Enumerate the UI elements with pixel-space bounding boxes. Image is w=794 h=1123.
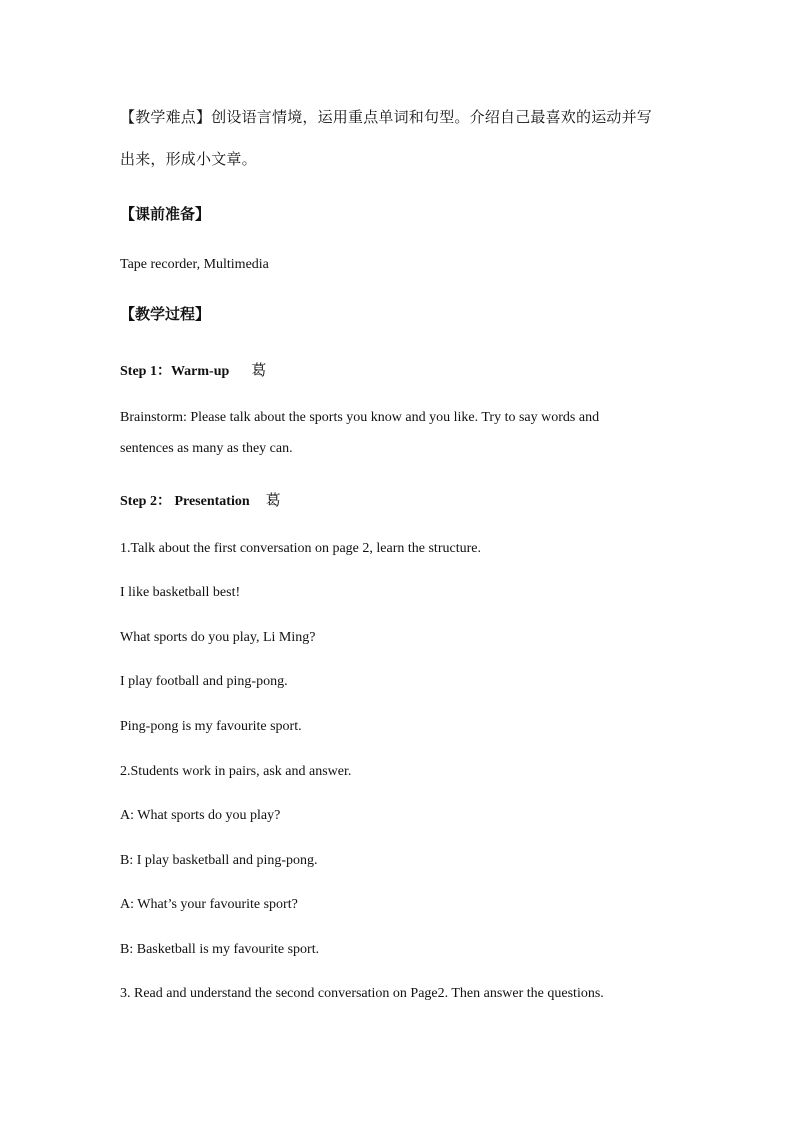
step-2-glyph: 葛 bbox=[265, 491, 281, 509]
presentation-line: A: What’s your favourite sport? bbox=[120, 897, 298, 912]
presentation-line: I like basketball best! bbox=[120, 585, 241, 600]
presentation-line: B: Basketball is my favourite sport. bbox=[120, 942, 320, 957]
presentation-line: What sports do you play, Li Ming? bbox=[120, 630, 316, 645]
preparation-content: Tape recorder, Multimedia bbox=[120, 257, 269, 272]
presentation-line: 2.Students work in pairs, ask and answer. bbox=[120, 764, 352, 779]
process-heading: 【教学过程】 bbox=[120, 305, 211, 323]
presentation-line: 3. Read and understand the second conversation on Page2. Then answer the questions. bbox=[120, 986, 604, 1001]
preparation-heading: 【课前准备】 bbox=[120, 205, 211, 223]
presentation-line: 1.Talk about the first conversation on page 2, learn the structure. bbox=[120, 541, 481, 556]
step-1-glyph: 葛 bbox=[251, 361, 267, 379]
step-2-title: Step 2： Presentation bbox=[120, 494, 250, 509]
presentation-line: Ping-pong is my favourite sport. bbox=[120, 719, 302, 734]
teaching-difficulty-line-2: 出来，形成小文章。 bbox=[120, 150, 257, 168]
step-2-heading bbox=[120, 491, 281, 511]
step-1-title: Step 1：Warm-up bbox=[120, 364, 230, 379]
step-1-heading bbox=[120, 361, 266, 381]
presentation-line: B: I play basketball and ping-pong. bbox=[120, 853, 318, 868]
presentation-line: A: What sports do you play? bbox=[120, 808, 281, 823]
teaching-difficulty-line-1: 【教学难点】创设语言情境，运用重点单词和句型。介绍自己最喜欢的运动并写 bbox=[120, 108, 653, 126]
presentation-line: I play football and ping-pong. bbox=[120, 674, 288, 689]
brainstorm-line-2: sentences as many as they can. bbox=[120, 441, 293, 456]
brainstorm-line-1: Brainstorm: Please talk about the sports you know and you like. Try to say words and bbox=[120, 410, 600, 425]
